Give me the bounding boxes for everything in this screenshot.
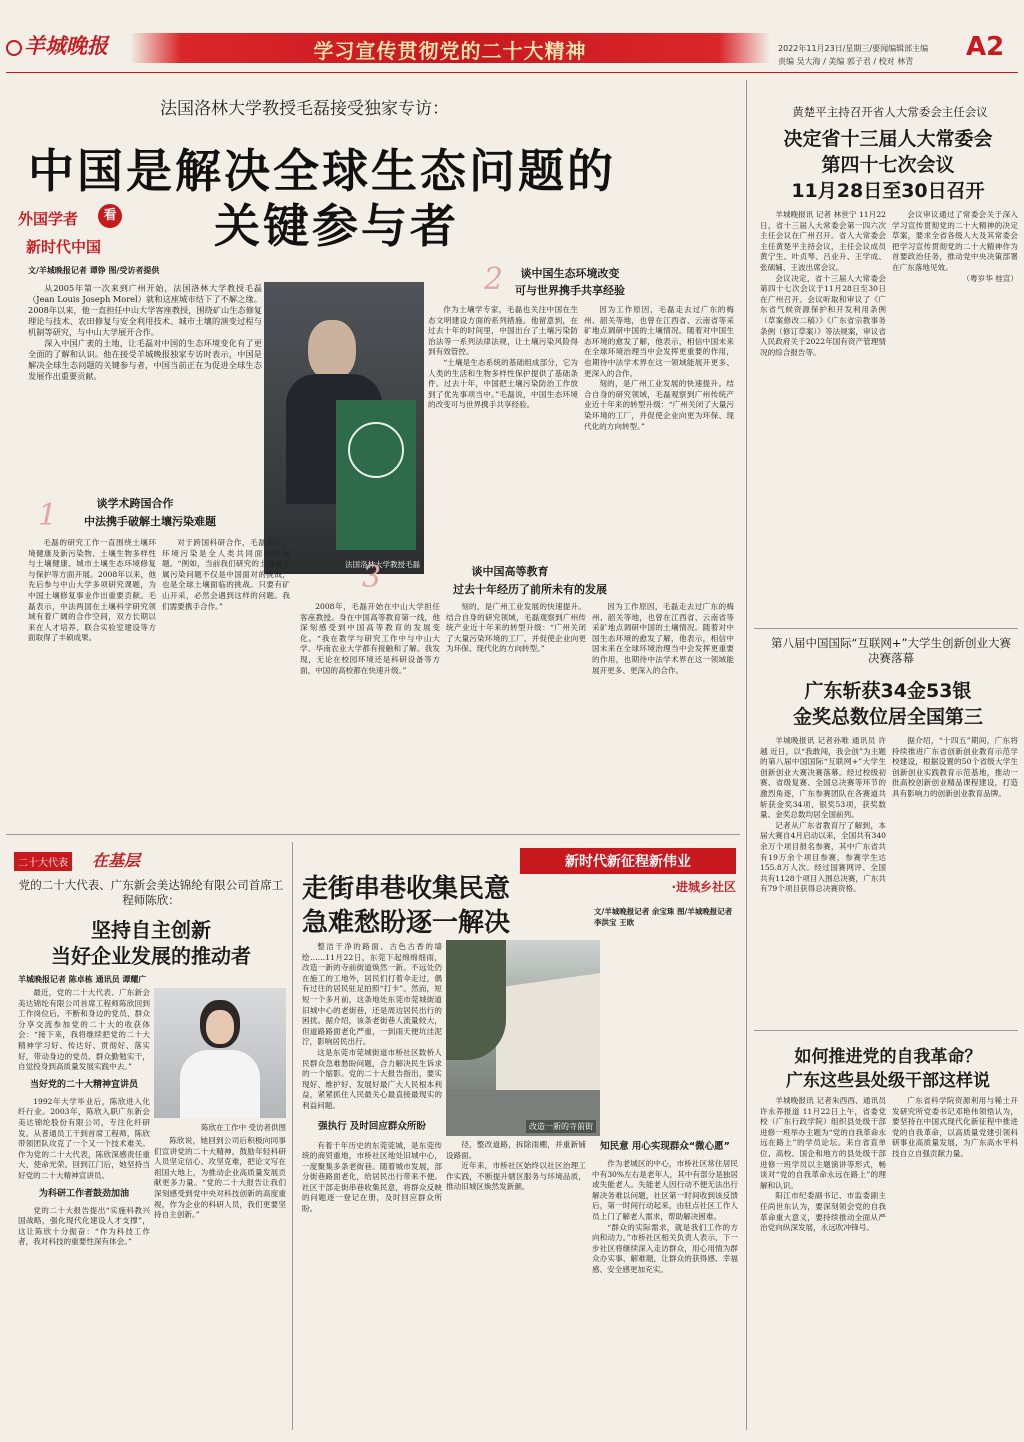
right-top-kicker: 黄楚平主持召开省人大常委会主任会议 xyxy=(792,105,988,119)
right-bottom-headline-1: 如何推进党的自我革命？ xyxy=(794,1047,982,1067)
right-mid-body-a: 羊城晚报讯 记者孙唯 通讯员 许 越 近日，以“我敢闯，我会创”为主题的第八届中国国际“互联网+”大学生创新创业大赛决赛落幕。经过校级初赛、省级复赛、全国总决赛等环节的激烈角逐，广东参赛团队在各赛道共斩获金奖34项、银奖53项，获奖数量、金奖总数均居全国前列。 xyxy=(760,736,886,820)
portrait-body xyxy=(180,1050,260,1118)
section-1-number: 1 xyxy=(38,498,58,533)
right-top-body-col1 xyxy=(760,210,886,610)
bottom-mid-photo-caption: 改造一新的寺前街 xyxy=(526,1120,596,1133)
right-mid-body-col2 xyxy=(892,736,1018,1016)
right-mid-body-b: 记者从广东省教育厅了解到，本届大赛自4月启动以来，全国共有340余万个项目报名参赛，其中广东省共有19万余个项目参赛，参赛学生达155.8万人次。经过国赛网评、全国共有1128个项目入围总决赛，广东共有79个项目获得总决赛资格。 xyxy=(760,820,886,894)
bottom-mid-headline-2: 急难愁盼逐一解决 xyxy=(302,908,511,938)
masthead-divider xyxy=(6,72,1018,73)
bottom-mid-body-c: 有着千年历史的东莞莞城，是东莞传统的商贸重地，市桥社区地处旧城中心，一度聚集多条老街巷。随着城市发展，部分街巷路面老化，给居民出行带来不便。社区干部走街串巷收集民意，将群众反映的问题逐一登记在册，及时回应群众所盼。 xyxy=(302,1140,442,1214)
right-top-body-c: 会议审议通过了常委会关于深入学习宣传贯彻党的二十大精神的决定草案，要求全省各级人大及其常委会把学习宣传贯彻党的二十大精神作为首要政治任务，推动党中央决策部署在广东落地见效。 xyxy=(892,210,1018,272)
column-badge-text-2: 新时代中国 xyxy=(26,238,102,256)
bottom-mid-col3 xyxy=(592,1140,738,1430)
bottom-mid-byline: 文/羊城晚报记者 余宝珠 图/羊城晚报记者 李洪宝 王欧 xyxy=(594,907,733,927)
bottom-mid-body-f: 作为老城区的中心，市桥社区常住居民中有30%左右是老年人，其中有部分是独居或失能老人。失能老人因行动不便无法出行解决务难以问题，社区第一时间收到该反馈后，第一时间行动起来，由驻点社区工作人员上门了解老人需求，帮助解决困难。 xyxy=(592,1159,738,1221)
photo-tree xyxy=(446,940,506,1060)
right-top-body-col2 xyxy=(892,210,1018,610)
bottom-mid-banner-text: 新时代新征程新伟业 xyxy=(565,854,691,870)
issue-date: 2022年11月23日/星期三/要闻编辑部主编 xyxy=(778,44,929,53)
main-body-b: 对于跨国科研合作，毛磊表示，环境污染是全人类共同面临的问题。“例如，当前我们研究的土壤重金属污染问题不仅是中国面对的挑战，也是全球土壤面临的挑战。只要有矿山开采，必然会遇到这样的问题。我们需要携手合作。” xyxy=(162,538,290,611)
bottom-mid-headline-1: 走街串巷收集民意 xyxy=(302,874,511,904)
section-3-title-a: 谈中国高等教育 xyxy=(471,565,549,578)
main-column-3 xyxy=(428,305,578,558)
bottom-left-badge-a: 二十大代表 xyxy=(14,852,72,871)
university-seal-icon xyxy=(348,422,404,478)
photo-figure xyxy=(308,320,356,380)
right-bottom-body-a: 羊城晚报讯 记者朱西西、通讯员许永养报道 11月22日上午，省委党校（广东行政学院）组织县处级干部进修一班举办主题为“党的自我革命永远在路上”的学员论坛。来自省直单位、高校、国企和地方的县处级干部进修一班学员以主题演讲等形式，畅谈对“党的自我革命永远在路上”的理解和认识。 xyxy=(760,1096,886,1190)
bottom-left-headline-2: 当好企业发展的推动者 xyxy=(51,944,251,968)
right-top-headline-2: 第四十七次会议 xyxy=(821,154,955,176)
right-bottom-body-c: 广东省科学院资源利用与稀土开发研究所党委书记邓艳伟领悟认为，要坚持在中国式现代化新征程中推进党的自我革命，以高质量党建引领科研事业高质量发展，为广东高水平科技自立自强贡献力量。 xyxy=(892,1096,1018,1158)
main-photo xyxy=(264,282,424,574)
portrait-face xyxy=(206,1010,234,1044)
right-top-headline-1: 决定省十三届人大常委会 xyxy=(783,128,993,150)
section-3-number: 3 xyxy=(362,560,382,595)
section-2-title-a: 谈中国生态环境改变 xyxy=(520,267,620,280)
main-body-d: “土壤是生态系统的基础组成部分，它为人类的生活和生物多样性保护提供了基础条件。过去十年，中国把土壤污染防治工作放到了优先事项当中。”毛磊说，中国生态环境的改变可与世界携手共享经验。 xyxy=(428,357,578,410)
issue-editors: 责编 吴大海 / 美编 郭子君 / 校对 林青 xyxy=(778,57,914,66)
section-2-number: 2 xyxy=(484,262,504,297)
right-bottom-headline-2: 广东这些县处级干部这样说 xyxy=(786,1071,990,1091)
main-kicker: 法国洛林大学教授毛磊接受独家专访： xyxy=(160,99,449,119)
right-top-headline-3: 11月28日至30日召开 xyxy=(791,180,985,202)
right-top-body-b: 会议决定，省十三届人大常委会第四十七次会议于11月28日至30日在广州召开。会议听取和审议了《广东省气候资源保护和开发利用条例（草案修改二稿）》《广东省宗教事务条例（修订草案）》等法规案，审议省人民政府关于2022年国有资产管理情况的综合报告等。 xyxy=(760,273,886,357)
column-badge-text-1: 外国学者 xyxy=(18,210,79,228)
bottom-left-kicker: 党的二十大代表、广东新会美达锦纶有限公司首席工程师陈欣： xyxy=(18,878,284,907)
main-lede-p1: 从2005年第一次来到广州开始，法国洛林大学教授毛磊（Jean Louis Joseph Morel）就和这座城市结下了不解之缘。2008年以来，他一直担任中山大学客座教授，围绕矿山生态修复理论与技术、农田修复与安全利用技术、城市土壤的演变过程与机制等研究，与中山大学展开合作。 xyxy=(28,283,262,337)
bottom-left-body-d: 陈欣说，她回到公司后积极向同事们宣讲党的二十大精神，鼓励年轻科研人员坚定信心、攻坚克难，把论文写在祖国大地上，为推动企业高质量发展贡献更多力量。“党的二十大报告让我们深刻感受到党中央对科技创新的高度重视，作为企业的科研人员，我们更要坚持自主创新。” xyxy=(154,1136,286,1220)
page-number: A2 xyxy=(966,32,1005,62)
right-top-body-a: 羊城晚报讯 记者 林世宁 11月22日，省十三届人大常委会第一四六次主任会议在广州召开。省人大常委会主任黄楚平主持会议，主任会议成员黄宁生、叶贞琴、吕业升、王学成、张硕辅、王波出席会议。 xyxy=(760,210,886,272)
bottom-mid-photo xyxy=(446,940,600,1136)
column-badge xyxy=(18,204,158,266)
main-body-g: 因为工作原因，毛磊走去过广东的梅州、韶关等地，也曾在江西省、云南省等采矿地点调研中国的土壤情况。随着对中国生态环境的愈发了解，他表示，相信中国未来在全球环境治理当中会发挥更重要的作用，也期待中法学术界在这一领域能展开更多、更深入的合作。 xyxy=(584,305,734,378)
photo-caption: 法国洛林大学教授毛磊 xyxy=(345,560,420,569)
section-3-title-b: 过去十年经历了前所未有的发展 xyxy=(453,583,607,596)
bottom-mid-subhead-2: 知民意 用心实现群众“微心愿” xyxy=(600,1141,730,1152)
masthead xyxy=(0,0,1024,72)
main-body-f: 刻的，是广州工业发展的快速提升。结合自身的研究领域，毛磊观察到广州传统产业近十年来的转型升级：“广州关闭了大量污染环境的工厂，并促使企业向更为环保、现代化的方向转型。” xyxy=(446,602,586,654)
bottom-left-headline-1: 坚持自主创新 xyxy=(91,918,211,942)
right-mid-kicker: 第八届中国国际“互联网+”大学生创新创业大赛决赛落幕 xyxy=(770,636,1012,665)
photo-wall xyxy=(496,972,600,1107)
bottom-left-body-b: 1992年大学毕业后，陈欣进入化纤行业。2003年，陈欣入职广东新会美达锦纶股份有限公司，专注化纤研发。从普通员工干到首席工程师，陈欣带领团队攻克了一个又一个技术难关。作为党的二十大代表，陈欣深感责任重大、使命光荣。回到江门后，她坚持当好党的二十大精神宣讲员。 xyxy=(18,1096,150,1180)
right-mid-headline-2: 金奖总数位居全国第三 xyxy=(792,706,983,728)
main-byline: 文/羊城晚报记者 谭铮 图/受访者提供 xyxy=(28,266,160,275)
main-column-2 xyxy=(162,538,290,828)
section-1-title-a: 谈学术跨国合作 xyxy=(96,497,174,510)
bottom-mid-body-a: 整洁干净的路面、古色古香的墙绘……11月22日，东莞下起绵绵细雨，改造一新的寺前街道焕然一新。不远处仍在施工的工地外，居民们打着伞走过，偶有过往的居民驻足拍照“打卡”。然而，短短一个多月前，这条地处东莞市莞城街道旧城中心的老街巷，还是周边居民出行的困扰。据介绍，该条老街巷人流量较大，但道路路面老化严重，一到雨天便坑洼泥泞，影响居民出行。 xyxy=(302,942,442,1047)
bottom-mid-body-b: 这是东莞市莞城街道市桥社区数桥人民群众急难愁盼问题，合力解决民生诉求的一个缩影。党的二十大报告指出，要实现好、维护好、发展好最广大人民根本利益，紧紧抓住人民最关心最直接最现实的利益问题。 xyxy=(302,1047,442,1110)
bottom-mid-body-d: 径，整改道路，拆除雨棚，并重新铺设路面。 xyxy=(446,1140,586,1160)
main-body-f-dup: 刻的，是广州工业发展的快速提升。结合自身的研究领域，毛磊观察到广州传统产业近十年来的转型升级：“广州关闭了大量污染环境的工厂，并促使企业向更为环保、现代化的方向转型。” xyxy=(584,379,734,431)
bottom-mid-banner-sub: ·进城乡社区 xyxy=(671,880,736,894)
section-banner xyxy=(130,33,770,63)
bottom-left-byline: 羊城晚报记者 陈卓栋 通讯员 谭耀广 xyxy=(18,975,147,984)
right-mid-body-col1 xyxy=(760,736,886,1016)
section-2-title-b: 可与世界携手共享经验 xyxy=(515,284,625,297)
main-headline-line2: 关键参与者 xyxy=(214,199,459,253)
right-top-divider xyxy=(754,628,1018,629)
bottom-left-photo-caption: 陈欣在工作中 受访者供图 xyxy=(201,1123,286,1132)
bottom-left-badge xyxy=(14,848,174,872)
main-column-5 xyxy=(300,602,440,828)
section-1-title-b: 中法携手破解土壤污染难题 xyxy=(84,515,216,528)
main-column-6 xyxy=(446,602,586,828)
bottom-column-divider xyxy=(292,842,293,1430)
right-mid-divider xyxy=(754,1030,1018,1031)
newspaper-logo: 羊城晚报 xyxy=(6,30,116,60)
bottom-mid-col2 xyxy=(446,1140,586,1430)
bottom-left-body-c: 党的二十大报告提出“实施科教兴国战略，强化现代化建设人才支撑”，这让陈欣十分振奋：“作为科技工作者，我对科技的重要性深有体会。” xyxy=(18,1205,150,1247)
main-body-g-2: 因为工作原因，毛磊走去过广东的梅州、韶关等地，也曾在江西省、云南省等采矿地点调研中国的土壤情况。随着对中国生态环境的愈发了解，他表示，相信中国未来在全球环境治理当中会发挥更重要的作用，也期待中法学术界在这一领域能展开更多、更深入的合作。 xyxy=(592,602,734,675)
bottom-left-badge-b: 在基层 xyxy=(92,851,141,870)
main-body-a: 毛磊的研究工作一直围绕土壤环境健康及新污染物、土壤生物多样性与土壤健康、城市土壤生态环境修复与保护等方面开展。2008年以来，他先后参与中山大学多项研究课题，为中国土壤修复事业作出重要贡献。毛磊表示，中法两国在土壤科学研究领域有着广阔的合作空间，双方长期以来在人才培养、联合实验室建设等方面取得了丰硕成果。 xyxy=(28,538,156,643)
main-column-1 xyxy=(28,538,156,828)
bottom-mid-body-g: “群众的实际需求，就是我们工作的方向和动力。”市桥社区相关负责人表示，下一步社区将继续深入走访群众，用心用情为群众办实事、解难题，让群众的获得感、幸福感、安全感更加充实。 xyxy=(592,1222,738,1274)
right-top-byline-end: （粤岁华 桂宣） xyxy=(962,273,1018,283)
main-bottom-divider xyxy=(6,834,740,835)
bottom-left-body-a: 最近，党的二十大代表、广东新会美达锦纶有限公司首席工程师陈欣回到工作岗位后，不断和身边的党员、群众分享交流参加党的二十大的收获体会：“接下来，我将继续把党的二十大精神学习好、传达好、贯彻好、落实好，带动身边的党员、群众勤勉实干，自觉投身到高质量发展实践中去。” xyxy=(18,988,150,1072)
main-column-4 xyxy=(584,305,734,558)
bottom-mid-subhead-1: 强执行 及时回应群众所盼 xyxy=(318,1120,426,1132)
main-column-7 xyxy=(592,602,734,828)
bottom-left-col2 xyxy=(154,1136,286,1430)
column-badge-circle: 看 xyxy=(98,204,122,228)
right-bottom-body-b: 阳江市纪委副书记、市监委副主任尚世东认为，要深刻领会党的自我革命重大意义，要持续推动全面从严治党向纵深发展，永远吹冲锋号。 xyxy=(760,1191,886,1233)
bottom-left-subhead-1: 当好党的二十大精神宣讲员 xyxy=(29,1079,138,1090)
right-mid-body-c: 据介绍，“十四五”期间，广东将持续推进广东省创新创业教育示范学校建设，根据设置的50个省级大学生创新创业实践教育示范基地，推动一批高校创新创业精品课程建设，打造具有影响力的创新创业教育品牌。 xyxy=(892,736,1018,798)
main-lede-p2: 深入中国广袤的土地，让毛磊对中国的生态环境变化有了更全面的了解和认识。他在接受羊城晚报独家专访时表示，中国是解决全球生态问题的关键参与者，中国当前正在为促进全球生态发展作出重要贡献。 xyxy=(28,338,262,381)
bottom-mid-body-e: 近年来，市桥社区始终以社区治理工作实践，不断提升辖区服务与环境品质，推动旧城区焕然发新颜。 xyxy=(446,1161,586,1192)
right-rail-divider xyxy=(746,80,747,1430)
bottom-mid-col1 xyxy=(302,942,442,1430)
main-lede xyxy=(28,283,262,423)
section-banner-text: 学习宣传贯彻党的二十大精神 xyxy=(313,39,587,63)
right-mid-headline-1: 广东斩获34金53银 xyxy=(804,680,972,702)
right-bottom-body-col2 xyxy=(892,1096,1018,1430)
right-bottom-body-col1 xyxy=(760,1096,886,1430)
logo-circle-icon xyxy=(6,40,22,56)
bottom-left-subhead-2: 为科研工作者鼓劲加油 xyxy=(38,1188,129,1199)
main-body-e: 2008年，毛磊开始在中山大学担任客座教授。身在中国高等教育第一线，他深刻感受到中国高等教育的发展变化。“我在教学与研究工作中与中山大学、华南农业大学都有接触和了解。我发现，无论在校园环境还是科研设备等方面，中国的高校都在快速升级。” xyxy=(300,602,440,675)
main-body-c: 作为土壤学专家，毛磊也关注中国在生态文明建设方面的系列措施。他留意到，在过去十年的时间里，中国出台了土壤污染防治法等一系列法律法规，让土壤污染风险得到有效管控。 xyxy=(428,305,578,357)
main-headline-line1: 中国是解决全球生态问题的 xyxy=(28,144,616,198)
bottom-left-col1 xyxy=(18,988,150,1430)
bottom-left-photo xyxy=(154,988,286,1118)
